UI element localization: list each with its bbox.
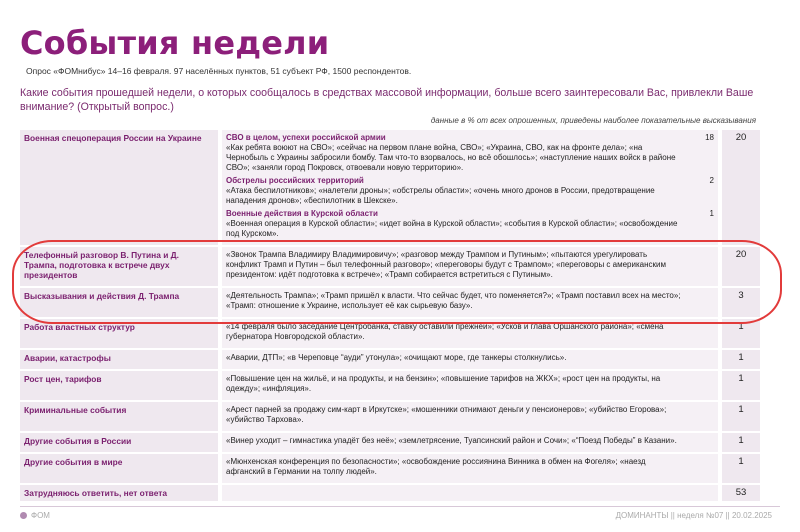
row-percent: 1 [720,370,760,401]
row-percent: 20 [720,246,760,287]
row-description [220,349,686,370]
subcategory-value: 1 [709,209,714,218]
subcategory-value [690,353,714,363]
row-sub-values [686,484,720,502]
table-row [20,349,760,370]
row-percent: 3 [720,287,760,318]
quotes-text: «Мюнхенская конференция по безопасности»; «освобождение россиянина Винника в обмен на Фогеля»; «наезд афганский в Германии на толпу людей». [226,457,646,476]
row-percent: 1 [720,432,760,453]
table-row [20,130,760,246]
data-note: данные в % от всех опрошенных, приведены наиболее показательные высказывания [430,116,756,125]
row-sub-values [686,432,720,453]
footer-left-text: ФОМ [31,511,50,520]
subcategory-title: СВО в целом, успехи российской армии [226,133,386,142]
row-sub-values [686,287,720,318]
row-category: Работа властных структур [20,318,220,349]
row-percent: 20 [720,130,760,246]
row-sub-values [686,318,720,349]
row-description [220,484,686,502]
table-row [20,401,760,432]
description-block [226,250,682,280]
quotes-text: «14 февраля было заседание Центробанка, ставку оставили прежней»; «Усков и глава Оршанского района»; «смена губернатора Новгородской области». [226,322,664,341]
footer-right-text: ДОМИНАНТЫ || неделя №07 || 20.02.2025 [615,511,772,520]
quotes-text: «Атака беспилотников»; «налетели дроны»; «обстрелы области»; «очень много дронов в России, предотвращение нападения дронов»; «беспилотник в Шекске». [226,186,655,205]
table-row [20,287,760,318]
row-sub-values [686,453,720,484]
footer-divider [20,506,780,507]
row-sub-values [686,401,720,432]
subcategory-value [690,322,714,342]
description-block [226,209,682,239]
results-table [20,130,760,503]
quotes-text: «Винер уходит – гимнастика упадёт без неё»; «землетрясение, Туапсинский район и Сочи»; «“Поезд Победы” в Казани». [226,436,677,445]
row-percent: 53 [720,484,760,502]
row-description [220,246,686,287]
page-title: События недели [20,24,330,62]
row-sub-values [686,246,720,287]
row-category: Высказывания и действия Д. Трампа [20,287,220,318]
row-percent: 1 [720,453,760,484]
row-description [220,453,686,484]
row-percent: 1 [720,401,760,432]
quotes-text: «Арест парней за продажу сим-карт в Иркутске»; «мошенники отнимают деньги у пенсионеров»; «убийство Егорова»; «убийство Тархова». [226,405,667,424]
description-block [226,133,682,173]
subcategory-value [690,291,714,311]
survey-info: Опрос «ФОМнибус» 14–16 февраля. 97 населённых пунктов, 51 субъект РФ, 1500 респондентов. [26,66,412,76]
row-description [220,318,686,349]
row-percent: 1 [720,318,760,349]
row-category: Телефонный разговор В. Путина и Д. Трампа, подготовка к встрече двух президентов [20,246,220,287]
subcategory-value: 18 [705,133,714,142]
table-row [20,432,760,453]
description-block [226,457,682,477]
row-sub-values [686,349,720,370]
quotes-text: «Деятельность Трампа»; «Трамп пришёл к власти. Что сейчас будет, что поменяется?»; «Трамп поставил всех на место»; «Трамп: отношение к Украине, использует её как сырьевую базу». [226,291,681,310]
table-row [20,370,760,401]
row-description [220,287,686,318]
subcategory-title: Военные действия в Курской области [226,209,378,218]
fom-logo-icon [20,512,27,519]
table-row [20,484,760,502]
subcategory-value [690,436,714,446]
row-category: Затрудняюсь ответить, нет ответа [20,484,220,502]
row-sub-values [686,370,720,401]
quotes-text: «Военная операция в Курской области»; «идет война в Курской области»; «события в Курской области»; «освобождение под Курском». [226,219,678,238]
description-block [226,353,682,363]
footer-logo [20,511,50,520]
quotes-text: «Как ребята воюют на СВО»; «сейчас на первом плане война, СВО»; «Украина, СВО, как на фронте дела»; «на Чернобыль с Украины забросили бомбу. Там что-то взорвалось, но всё обошлось»; «наступление наших войск в районе СВО»; «заняли город Покровск, отвоевали новую территорию». [226,143,676,172]
quotes-text: «Аварии, ДТП»; «в Череповце “ауди” утонула»; «очищают море, где танкеры столкнулись». [226,353,567,362]
row-percent: 1 [720,349,760,370]
subcategory-value: 2 [709,176,714,185]
description-block [226,176,682,206]
description-block [226,405,682,425]
subcategory-value [690,405,714,425]
row-category: Рост цен, тарифов [20,370,220,401]
row-category: Другие события в мире [20,453,220,484]
description-block [226,291,682,311]
table-row [20,318,760,349]
description-block [226,436,682,446]
row-category: Военная спецоперация России на Украине [20,130,220,246]
subcategory-title: Обстрелы российских территорий [226,176,364,185]
row-description [220,370,686,401]
row-category: Аварии, катастрофы [20,349,220,370]
row-description [220,130,686,246]
description-block [226,374,682,394]
survey-question: Какие события прошедшей недели, о которых сообщалось в средствах массовой информации, больше всего заинтересовали Вас, привлекли Ваше внимание? (Открытый вопрос.) [20,87,754,113]
row-category: Другие события в России [20,432,220,453]
quotes-text: «Звонок Трампа Владимиру Владимировичу»; «разговор между Трампом и Путиным»; «пытаются урегулировать конфликт Трамп и Путин – был телефонный разговор»; «переговоры будут с Трампом»; «переговоры с американским президентом: идёт подготовка к встрече»; «Трамп собирается встретиться с Путиным». [226,250,666,279]
row-sub-values [686,130,720,246]
subcategory-value [690,374,714,394]
subcategory-value [690,250,714,280]
row-description [220,401,686,432]
quotes-text: «Повышение цен на жильё, и на продукты, и на бензин»; «повышение тарифов на ЖКХ»; «рост цен на продукты, на одежду»; «инфляция». [226,374,661,393]
description-block [226,322,682,342]
subcategory-value [690,457,714,477]
table-row [20,246,760,287]
row-description [220,432,686,453]
table-row [20,453,760,484]
row-category: Криминальные события [20,401,220,432]
